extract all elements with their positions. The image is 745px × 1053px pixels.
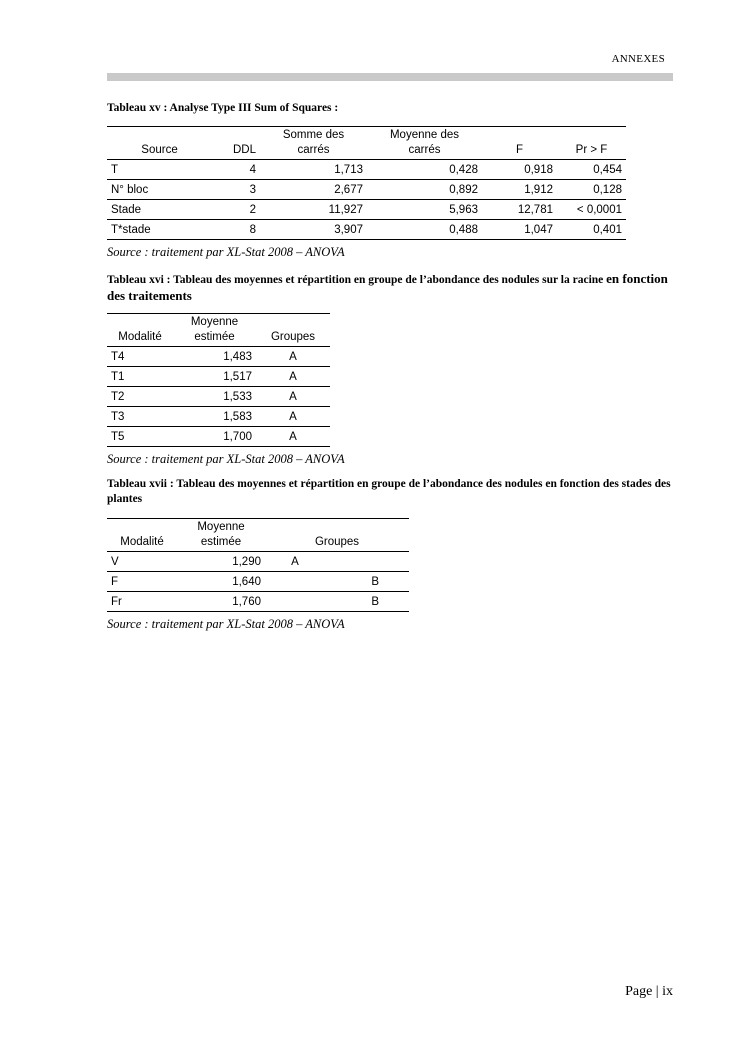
- table16-caption-main: Tableau xvi : Tableau des moyennes et répartition en groupe de l’abondance des nodules sur la racine: [107, 274, 607, 286]
- cell-moyenne: 1,517: [173, 367, 256, 387]
- cell-ms: 0,892: [367, 180, 482, 200]
- cell-p: 0,454: [557, 160, 626, 180]
- table17-source: Source : traitement par XL-Stat 2008 – ANOVA: [107, 617, 345, 631]
- table-row: [107, 427, 330, 447]
- cell-ddl: 4: [212, 160, 260, 180]
- header-p: Pr > F: [557, 142, 626, 160]
- cell-p: < 0,0001: [557, 200, 626, 220]
- table15-caption: Tableau xv : Analyse Type III Sum of Squares :: [107, 102, 339, 114]
- cell-f: 12,781: [482, 200, 557, 220]
- header-modalite: Modalité: [107, 534, 177, 552]
- table15-header-row-1: [107, 127, 626, 143]
- cell-ms: 5,963: [367, 200, 482, 220]
- cell-modalite: T5: [107, 427, 173, 447]
- header-ss-2: carrés: [260, 142, 367, 160]
- header-modalite: Modalité: [107, 329, 173, 347]
- table-row: [107, 180, 626, 200]
- table16-caption-tail: en fonction des traitements: [107, 271, 668, 303]
- cell-modalite: T3: [107, 407, 173, 427]
- header-source: Source: [107, 142, 212, 160]
- table16-caption: [107, 271, 673, 305]
- cell-moyenne: 1,640: [177, 572, 265, 592]
- table17-header-row-2: [107, 534, 409, 552]
- cell-f: 1,047: [482, 220, 557, 240]
- cell-moyenne: 1,483: [173, 347, 256, 367]
- cell-ss: 2,677: [260, 180, 367, 200]
- table-row: [107, 407, 330, 427]
- cell-moyenne: 1,583: [173, 407, 256, 427]
- table-row: [107, 592, 409, 612]
- cell-groupe: A: [256, 427, 330, 447]
- cell-groupe-b: B: [325, 592, 409, 612]
- table17-header-row-1: [107, 519, 409, 535]
- table-row: [107, 387, 330, 407]
- cell-p: 0,128: [557, 180, 626, 200]
- cell-modalite: T2: [107, 387, 173, 407]
- cell-source: N° bloc: [107, 180, 212, 200]
- table-row: [107, 572, 409, 592]
- table-row: [107, 160, 626, 180]
- header-groupes: Groupes: [256, 329, 330, 347]
- cell-moyenne: 1,290: [177, 552, 265, 572]
- cell-modalite: V: [107, 552, 177, 572]
- table-row: [107, 200, 626, 220]
- header-ss-1: Somme des: [260, 127, 367, 143]
- cell-modalite: Fr: [107, 592, 177, 612]
- cell-source: Stade: [107, 200, 212, 220]
- cell-ss: 11,927: [260, 200, 367, 220]
- cell-ddl: 8: [212, 220, 260, 240]
- header-rule: [107, 73, 673, 81]
- cell-moyenne: 1,760: [177, 592, 265, 612]
- header-ddl: DDL: [212, 142, 260, 160]
- cell-groupe-a: [265, 592, 325, 612]
- cell-source: T*stade: [107, 220, 212, 240]
- table-row: [107, 220, 626, 240]
- cell-groupe: A: [256, 407, 330, 427]
- table17-caption: Tableau xvii : Tableau des moyennes et répartition en groupe de l’abondance des nodules en fonction des stades des plantes: [107, 478, 671, 505]
- table-row: [107, 367, 330, 387]
- cell-moyenne: 1,533: [173, 387, 256, 407]
- cell-modalite: F: [107, 572, 177, 592]
- header-moyenne-1: Moyenne: [177, 519, 265, 535]
- cell-groupe-b: B: [325, 572, 409, 592]
- cell-f: 1,912: [482, 180, 557, 200]
- cell-groupe-b: [325, 552, 409, 572]
- table-row: [107, 552, 409, 572]
- cell-groupe: A: [256, 387, 330, 407]
- table16-source: Source : traitement par XL-Stat 2008 – ANOVA: [107, 452, 345, 466]
- cell-ms: 0,428: [367, 160, 482, 180]
- cell-ss: 1,713: [260, 160, 367, 180]
- header-moyenne-2: estimée: [177, 534, 265, 552]
- header-ms-2: carrés: [367, 142, 482, 160]
- table16-means: [107, 313, 330, 447]
- table16-header-row-1: [107, 314, 330, 330]
- header-ms-1: Moyenne des: [367, 127, 482, 143]
- cell-ms: 0,488: [367, 220, 482, 240]
- table-row: [107, 347, 330, 367]
- cell-groupe-a: A: [265, 552, 325, 572]
- cell-source: T: [107, 160, 212, 180]
- cell-moyenne: 1,700: [173, 427, 256, 447]
- header-moyenne-2: estimée: [173, 329, 256, 347]
- cell-ddl: 2: [212, 200, 260, 220]
- table15-header-row-2: [107, 142, 626, 160]
- header-moyenne-1: Moyenne: [173, 314, 256, 330]
- table15-anova: [107, 126, 626, 240]
- page-number: Page | ix: [625, 984, 673, 999]
- header-f: F: [482, 142, 557, 160]
- cell-f: 0,918: [482, 160, 557, 180]
- cell-modalite: T1: [107, 367, 173, 387]
- cell-groupe: A: [256, 367, 330, 387]
- cell-groupe-a: [265, 572, 325, 592]
- table17-means: [107, 518, 409, 612]
- cell-groupe: A: [256, 347, 330, 367]
- table15-source: Source : traitement par XL-Stat 2008 – ANOVA: [107, 245, 345, 259]
- cell-modalite: T4: [107, 347, 173, 367]
- running-header: ANNEXES: [611, 53, 665, 65]
- cell-p: 0,401: [557, 220, 626, 240]
- header-groupes: Groupes: [265, 534, 409, 552]
- cell-ss: 3,907: [260, 220, 367, 240]
- table16-header-row-2: [107, 329, 330, 347]
- cell-ddl: 3: [212, 180, 260, 200]
